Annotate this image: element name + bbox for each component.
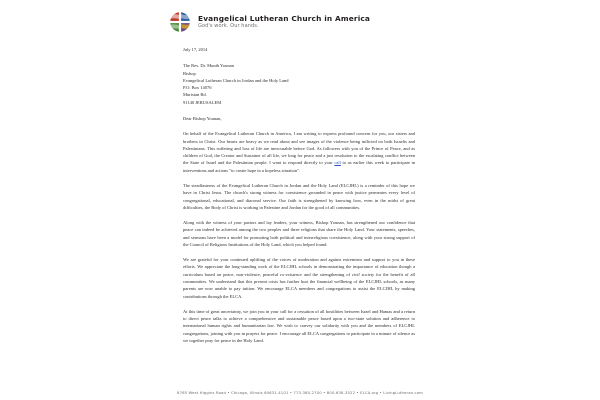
letter-paragraph-1: On behalf of the Evangelical Lutheran Church in America, I am writing to express profound concern for you, our sisters and brothers in Christ. Our hearts are heavy as we read about and see images of the violence being inflicted on both Israelis and Palestinians. This suffering and loss of life are inexcusable before God. As followers with you of the Prince of Peace, and as children of God, the Creator and Sustainer of all life, we long for peace and a just resolution to the escalating conflict between the State of Israel and the Palestinian people. I want to respond directly to your call to us earlier this week to participate in interventions and actions "to create hope in a hopeless situation". — [183, 131, 415, 173]
wordmark — [198, 15, 370, 30]
address-line: P.O. Box 14076 — [183, 85, 212, 91]
footer-contact-line: 8765 West Higgins Road • Chicago, Illinois 60631-4101 • 773-380-2700 • 800-638-3522 • ELCA.org • LivingLutheran.com — [177, 390, 423, 395]
organization-tagline: God's work. Our hands. — [198, 23, 259, 30]
elca-cross-globe-logo-icon — [168, 10, 192, 34]
address-line: Bishop — [183, 70, 196, 76]
organization-name: Evangelical Lutheran Church in America — [198, 13, 371, 23]
letter-body — [183, 46, 415, 344]
address-line: 91140 JERUSALEM — [183, 99, 222, 105]
address-line: Muristan Rd. — [183, 92, 207, 98]
letter-paragraph-5: At this time of great uncertainty, we join you in your call for a cessation of all hostilities between Israel and Hamas and a return to direct peace talks to achieve a comprehensive and sustainable peace based upon a two-state solution and adherence to international human rights and humanitarian law. We wish to convey our solidarity with you and the members of ELCJHL congregations, joining with you in prayers for peace. I encourage all ELCA congregations to participate in a minute of silence as we together pray for peace in the Holy Land. — [183, 308, 415, 343]
letter-paragraph-3: Along with the witness of your pastors and lay leaders, your witness, Bishop Younan, has strengthened our confidence that peace can indeed be achieved among the two peoples and three religions that share the Holy Land. Your statements, speeches, and sermons have been a model for promoting both political and interreligious coexistence, along with your strong support of the Council of Religious Institutions of the Holy Land, which you helped found. — [183, 220, 415, 247]
address-line: The Rev. Dr. Munib Younan — [183, 63, 234, 69]
letter-date: July 17, 2014 — [183, 47, 208, 52]
address-line: Evangelical Lutheran Church in Jordan and the Holy Land — [183, 77, 289, 83]
salutation: Dear Bishop Younan, — [183, 115, 222, 121]
inline-link[interactable]: call — [334, 160, 341, 166]
recipient-address-block — [183, 62, 415, 106]
letter-paragraph-4: We are grateful for your continued uplifting of the voices of moderation and against extremism and support to you in these efforts. We appreciate the long-standing work of the ELCJHL schools in demonstrating the importance of education though a curriculum based on peace, non-violence, peaceful co-existence and the strengthening of civil society for the benefit of all communities. We understand that this present crisis has further hurt the financial wellbeing of the ELCJHL schools, as many parents are now unable to pay tuition. We encourage ELCA members and congregations to assist the ELCJHL by making contributions through the ELCA. — [183, 257, 415, 299]
footer — [0, 381, 600, 399]
emphasized-text: co-existence — [280, 271, 303, 277]
letterhead — [168, 10, 370, 34]
emphasized-text: civil society — [351, 271, 375, 277]
letter-paragraph-2: The steadfastness of the Evangelical Lutheran Church in Jordan and the Holy Land (ELCJHL) is a reminder of this hope we have in Christ Jesus. The church's strong witness for coexistence grounded in peace with justice permeates every level of congregational, educational, and diaconal service. Our faith is strengthened by knowing how, even in the midst of great difficulties, the Body of Christ is working in Palestine and Jordan for the good of all communities. — [183, 182, 415, 210]
